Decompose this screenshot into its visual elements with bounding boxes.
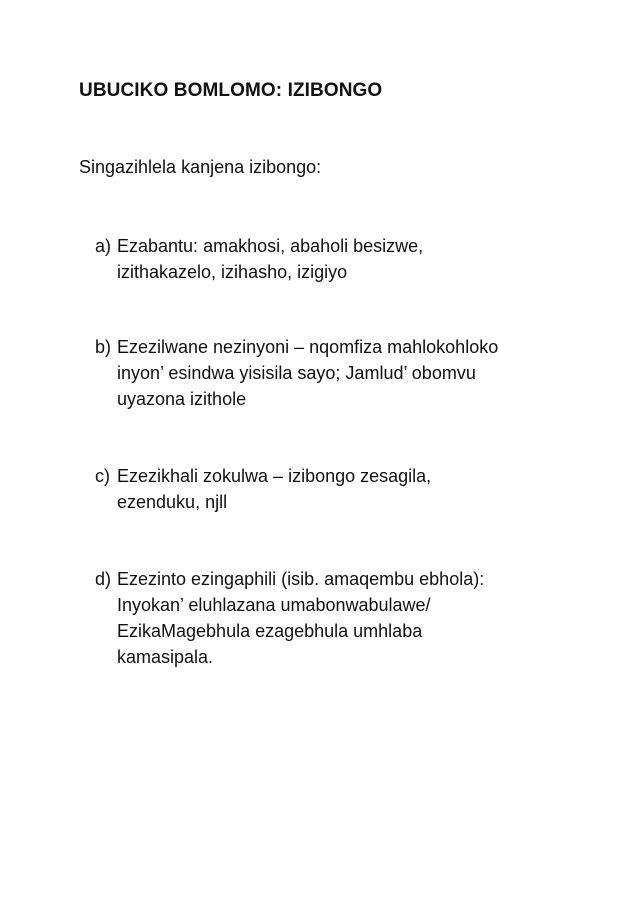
list-marker: a) xyxy=(95,236,112,256)
document-title: UBUCIKO BOMLOMO: IZIBONGO xyxy=(79,80,383,101)
list-item-line: izithakazelo, izihasho, izigiyo xyxy=(117,262,348,282)
list-item-line: ezenduku, njll xyxy=(117,492,228,512)
list-marker: c) xyxy=(95,466,110,486)
intro-text: Singazihlela kanjena izibongo: xyxy=(79,157,322,177)
list-item-line: EzikaMagebhula ezagebhula umhlaba xyxy=(117,621,423,641)
list-item-line: uyazona izithole xyxy=(117,389,247,409)
list-item-line: Inyokan’ eluhlazana umabonwabulawe/ xyxy=(117,595,431,615)
list-item-b xyxy=(95,334,615,412)
list-item-d xyxy=(95,566,615,670)
list-item-line: inyon’ esindwa yisisila sayo; Jamlud’ obomvu xyxy=(117,363,476,383)
list-marker: b) xyxy=(95,337,112,357)
list-item-line: Ezezikhali zokulwa – izibongo zesagila, xyxy=(117,466,432,486)
list-item-c xyxy=(95,463,615,515)
list-item-line: Ezabantu: amakhosi, abaholi besizwe, xyxy=(117,236,424,256)
list-item-line: kamasipala. xyxy=(117,647,214,667)
list-marker: d) xyxy=(95,569,112,589)
list-item-line: Ezezilwane nezinyoni – nqomfiza mahlokohloko xyxy=(117,337,499,357)
list-item-line: Ezezinto ezingaphili (isib. amaqembu ebhola): xyxy=(117,569,485,589)
list-item-a xyxy=(95,233,615,285)
